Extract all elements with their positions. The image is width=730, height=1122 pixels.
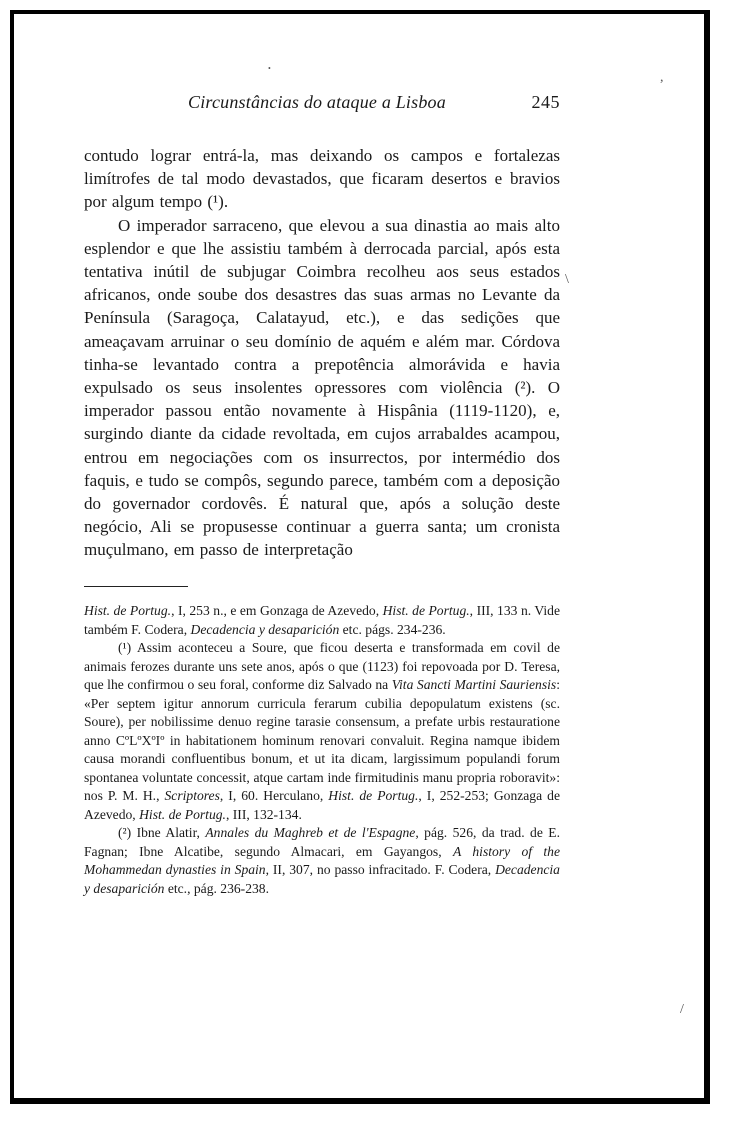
running-title: Circunstâncias do ataque a Lisboa [188, 92, 446, 112]
paragraph: O imperador sarraceno, que elevou a sua dinastia ao mais alto esplendor e que lhe assistiu também à derrocada parcial, após esta tentativa inútil de subjugar Coimbra recolheu aos seus estados africanos, onde soube dos desastres das suas armas no Levante da Península (Saragoça, Calatayud, etc.), e das sedições que ameaçavam arruinar o seu domínio de aquém e além mar. Córdova tinha-se levantado contra a prepotência almorávida e havia expulsado os seus insolentes opressores com violência (²). O imperador passou então novamente à Hispânia (1119-1120), e, surgindo diante da cidade revoltada, em cujos arrabaldes acampou, entrou em negociações com os insurrectos, por intermédio dos faquis, e tudo se compôs, segundo parece, também com a deposição do governador cordovês. É natural que, após a solução deste negócio, Ali se propusesse continuar a guerra santa; um cronista muçulmano, em passo de interpretação [84, 215, 560, 560]
footnotes [84, 602, 560, 898]
paragraph: contudo lograr entrá-la, mas deixando os campos e fortalezas limítrofes de tal modo devastados, que ficaram desertos e bravios por algum tempo (¹). [84, 146, 560, 212]
citation-title: Hist. de Portug. [84, 603, 172, 618]
citation-title: Annales du Maghreb et de l'Espagne [205, 825, 416, 840]
footnote-marker: (¹) [118, 640, 132, 655]
citation-title: Hist. de Portug. [382, 603, 470, 618]
citation-title: A history of the Mohammedan dynasties in Spain [84, 843, 561, 877]
scan-speck: \ [565, 272, 569, 287]
citation-title: Hist. de Portug. [328, 788, 419, 803]
citation-title: Vita Sancti Martini Sauriensis [391, 677, 557, 692]
citation-title: Scriptores [164, 788, 220, 803]
footnote-divider [84, 586, 188, 587]
citation-title: Decadencia y desaparición [190, 621, 340, 637]
scan-speck: / [680, 1002, 684, 1017]
citation-title: Hist. de Portug. [139, 806, 226, 822]
footnote-continuation: Hist. de Portug., I, 253 n., e em Gonzaga de Azevedo, Hist. de Portug., III, 133 n. Vide também F. Codera, Decadencia y desaparición etc. págs. 234-236. [84, 603, 560, 637]
footnote-2: (²) Ibne Alatir, Annales du Maghreb et de l'Espagne, pág. 526, da trad. de E. Fagnan; Ibne Alcatibe, segundo Almacari, em Gayangos, A history of the Mohammedan dynasties in Spain, II, 307, no passo infracitado. F. Codera, Decadencia y desaparición etc., pág. 236-238. [84, 825, 561, 896]
citation-title: Decadencia y desaparición [84, 862, 560, 896]
page-header [86, 92, 560, 116]
footnote-marker: (²) [118, 825, 132, 840]
page-number: 245 [531, 92, 560, 112]
scan-speck: • [268, 64, 271, 73]
scan-speck: , [660, 70, 664, 85]
main-text [84, 144, 560, 562]
footnote-1: (¹) Assim aconteceu a Soure, que ficou deserta e transformada em covil de animais ferozes durante uns sete anos, após o que (1123) foi repovoada por D. Teresa, que lhe confirmou o seu foral, conforme diz Salvado na Vita Sancti Martini Sauriensis: «Per septem igitur annorum curricula ferarum cubilia depopulatum existens (sc. Soure), per nobilissime denuo regine tarasie consensum, a prefate urbis restauratione anno CºLºXºIº in habitationem hominum renovari convaluit. Regina namque ibidem causa morandi confluentibus bonum, et ut ita dicam, largissimum populandi forum spontanea voluntate concessit, atque cartam inde firmitudinis manu propria roboravit»: nos P. M. H., Scriptores, I, 60. Herculano, Hist. de Portug., I, 252-253; Gonzaga de Azevedo, Hist. de Portug., III, 132-134. [84, 640, 561, 822]
